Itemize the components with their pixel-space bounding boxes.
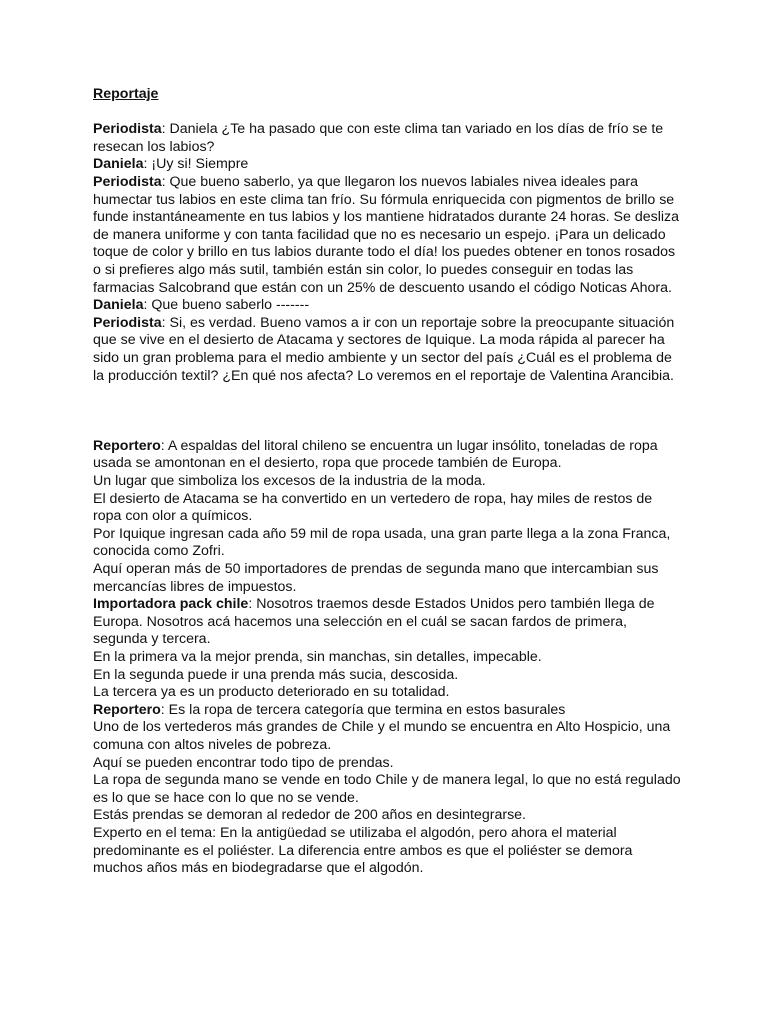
- paragraph-text: : Nosotros traemos desde Estados Unidos pero también llega de Europa. Nosotros acá hacemos una selección en el cuál se sacan fardos de primera, segunda y tercera.: [93, 596, 655, 648]
- dialogue-section-1: [93, 121, 683, 385]
- paragraph: [93, 649, 683, 667]
- document-page: [93, 86, 683, 878]
- paragraph-text: Estás prendas se demoran al rededor de 200 años en desintegrarse.: [93, 807, 526, 824]
- speaker-label: Periodista: [93, 314, 162, 331]
- paragraph: [93, 297, 683, 315]
- paragraph: [93, 772, 683, 807]
- speaker-label: Daniela: [93, 156, 144, 173]
- paragraph: [93, 825, 683, 878]
- paragraph-text: En la primera va la mejor prenda, sin manchas, sin detalles, impecable.: [93, 649, 542, 666]
- paragraph-text: El desierto de Atacama se ha convertido en un vertedero de ropa, hay miles de restos de ropa con olor a químicos.: [93, 490, 653, 525]
- paragraph-text: Por Iquique ingresan cada año 59 mil de ropa usada, una gran parte llega a la zona Franca, conocida como Zofri.: [93, 525, 671, 560]
- paragraph: [93, 473, 683, 491]
- paragraph: [93, 561, 683, 596]
- paragraph: [93, 315, 683, 385]
- speaker-label: Periodista: [93, 173, 162, 190]
- paragraph-text: En la segunda puede ir una prenda más sucia, descosida.: [93, 666, 459, 683]
- paragraph: [93, 755, 683, 773]
- paragraph-text: Un lugar que simboliza los excesos de la industria de la moda.: [93, 473, 486, 490]
- spacer: [93, 104, 683, 122]
- paragraph-text: : ¡Uy si! Siempre: [143, 156, 249, 173]
- paragraph-text: Experto en el tema: En la antigüedad se utilizaba el algodón, pero ahora el material predominante es el poliéster. La diferencia entre ambos es que el poliéster se demora muchos años más en biodegradarse que el algodón.: [93, 824, 633, 877]
- dialogue-section-2: [93, 438, 683, 878]
- speaker-label: Daniela: [93, 297, 144, 314]
- paragraph: [93, 156, 683, 174]
- speaker-label: Importadora pack chile: [93, 596, 249, 613]
- speaker-label: Reportero: [93, 437, 161, 454]
- section-gap: [93, 385, 683, 438]
- document-title: Reportaje: [93, 86, 159, 102]
- paragraph: [93, 667, 683, 685]
- paragraph: [93, 702, 683, 720]
- paragraph: [93, 121, 683, 156]
- paragraph-text: : Que bueno saberlo, ya que llegaron los nuevos labiales nivea ideales para humectar tus labios en este clima tan frío. Su fórmula enriquecida con pigmentos de brillo se funde instantáneamente en tus labios y los mantiene hidratados durante 24 horas. Se desliza de manera uniforme y con tanta facilidad que no es necesario un espejo. ¡Para un delicado toque de color y brillo en tus labios durante todo el día! los puedes obtener en tonos rosados o si prefieres algo más sutil, también están sin color, lo puedes conseguir en todas las farmacias Salcobrand que están con un 25% de descuento usando el código Noticas Ahora.: [93, 173, 680, 296]
- paragraph-text: La tercera ya es un producto deteriorado en su totalidad.: [93, 684, 450, 701]
- paragraph: [93, 438, 683, 473]
- paragraph-text: : Si, es verdad. Bueno vamos a ir con un reportaje sobre la preocupante situación que se vive en el desierto de Atacama y sectores de Iquique. La moda rápida al parecer ha sido un gran problema para el medio ambiente y un sector del país ¿Cuál es el problema de la producción textil? ¿En qué nos afecta? Lo veremos en el reportaje de Valentina Arancibia.: [93, 314, 675, 384]
- paragraph-text: : A espaldas del litoral chileno se encuentra un lugar insólito, toneladas de ropa usada se amontonan en el desierto, ropa que procede también de Europa.: [93, 437, 658, 472]
- paragraph-text: La ropa de segunda mano se vende en todo Chile y de manera legal, lo que no está regulado es lo que se hace con lo que no se vende.: [93, 772, 681, 806]
- paragraph-text: : Daniela ¿Te ha pasado que con este clima tan variado en los días de frío se te resecan los labios?: [93, 121, 664, 155]
- paragraph: [93, 491, 683, 526]
- paragraph-text: Aquí se pueden encontrar todo tipo de prendas.: [93, 754, 394, 771]
- speaker-label: Reportero: [93, 701, 161, 718]
- speaker-label: Periodista: [93, 121, 162, 138]
- paragraph-text: Uno de los vertederos más grandes de Chile y el mundo se encuentra en Alto Hospicio, una comuna con altos niveles de pobreza.: [93, 719, 671, 753]
- paragraph: [93, 174, 683, 297]
- paragraph-text: : Que bueno saberlo -------: [143, 297, 310, 314]
- paragraph: [93, 526, 683, 561]
- paragraph: [93, 596, 683, 649]
- paragraph: [93, 719, 683, 754]
- paragraph: [93, 684, 683, 702]
- paragraph-text: Aquí operan más de 50 importadores de prendas de segunda mano que intercambian sus mercancías libres de impuestos.: [93, 561, 659, 595]
- paragraph-text: : Es la ropa de tercera categoría que termina en estos basurales: [160, 701, 566, 718]
- paragraph: [93, 807, 683, 825]
